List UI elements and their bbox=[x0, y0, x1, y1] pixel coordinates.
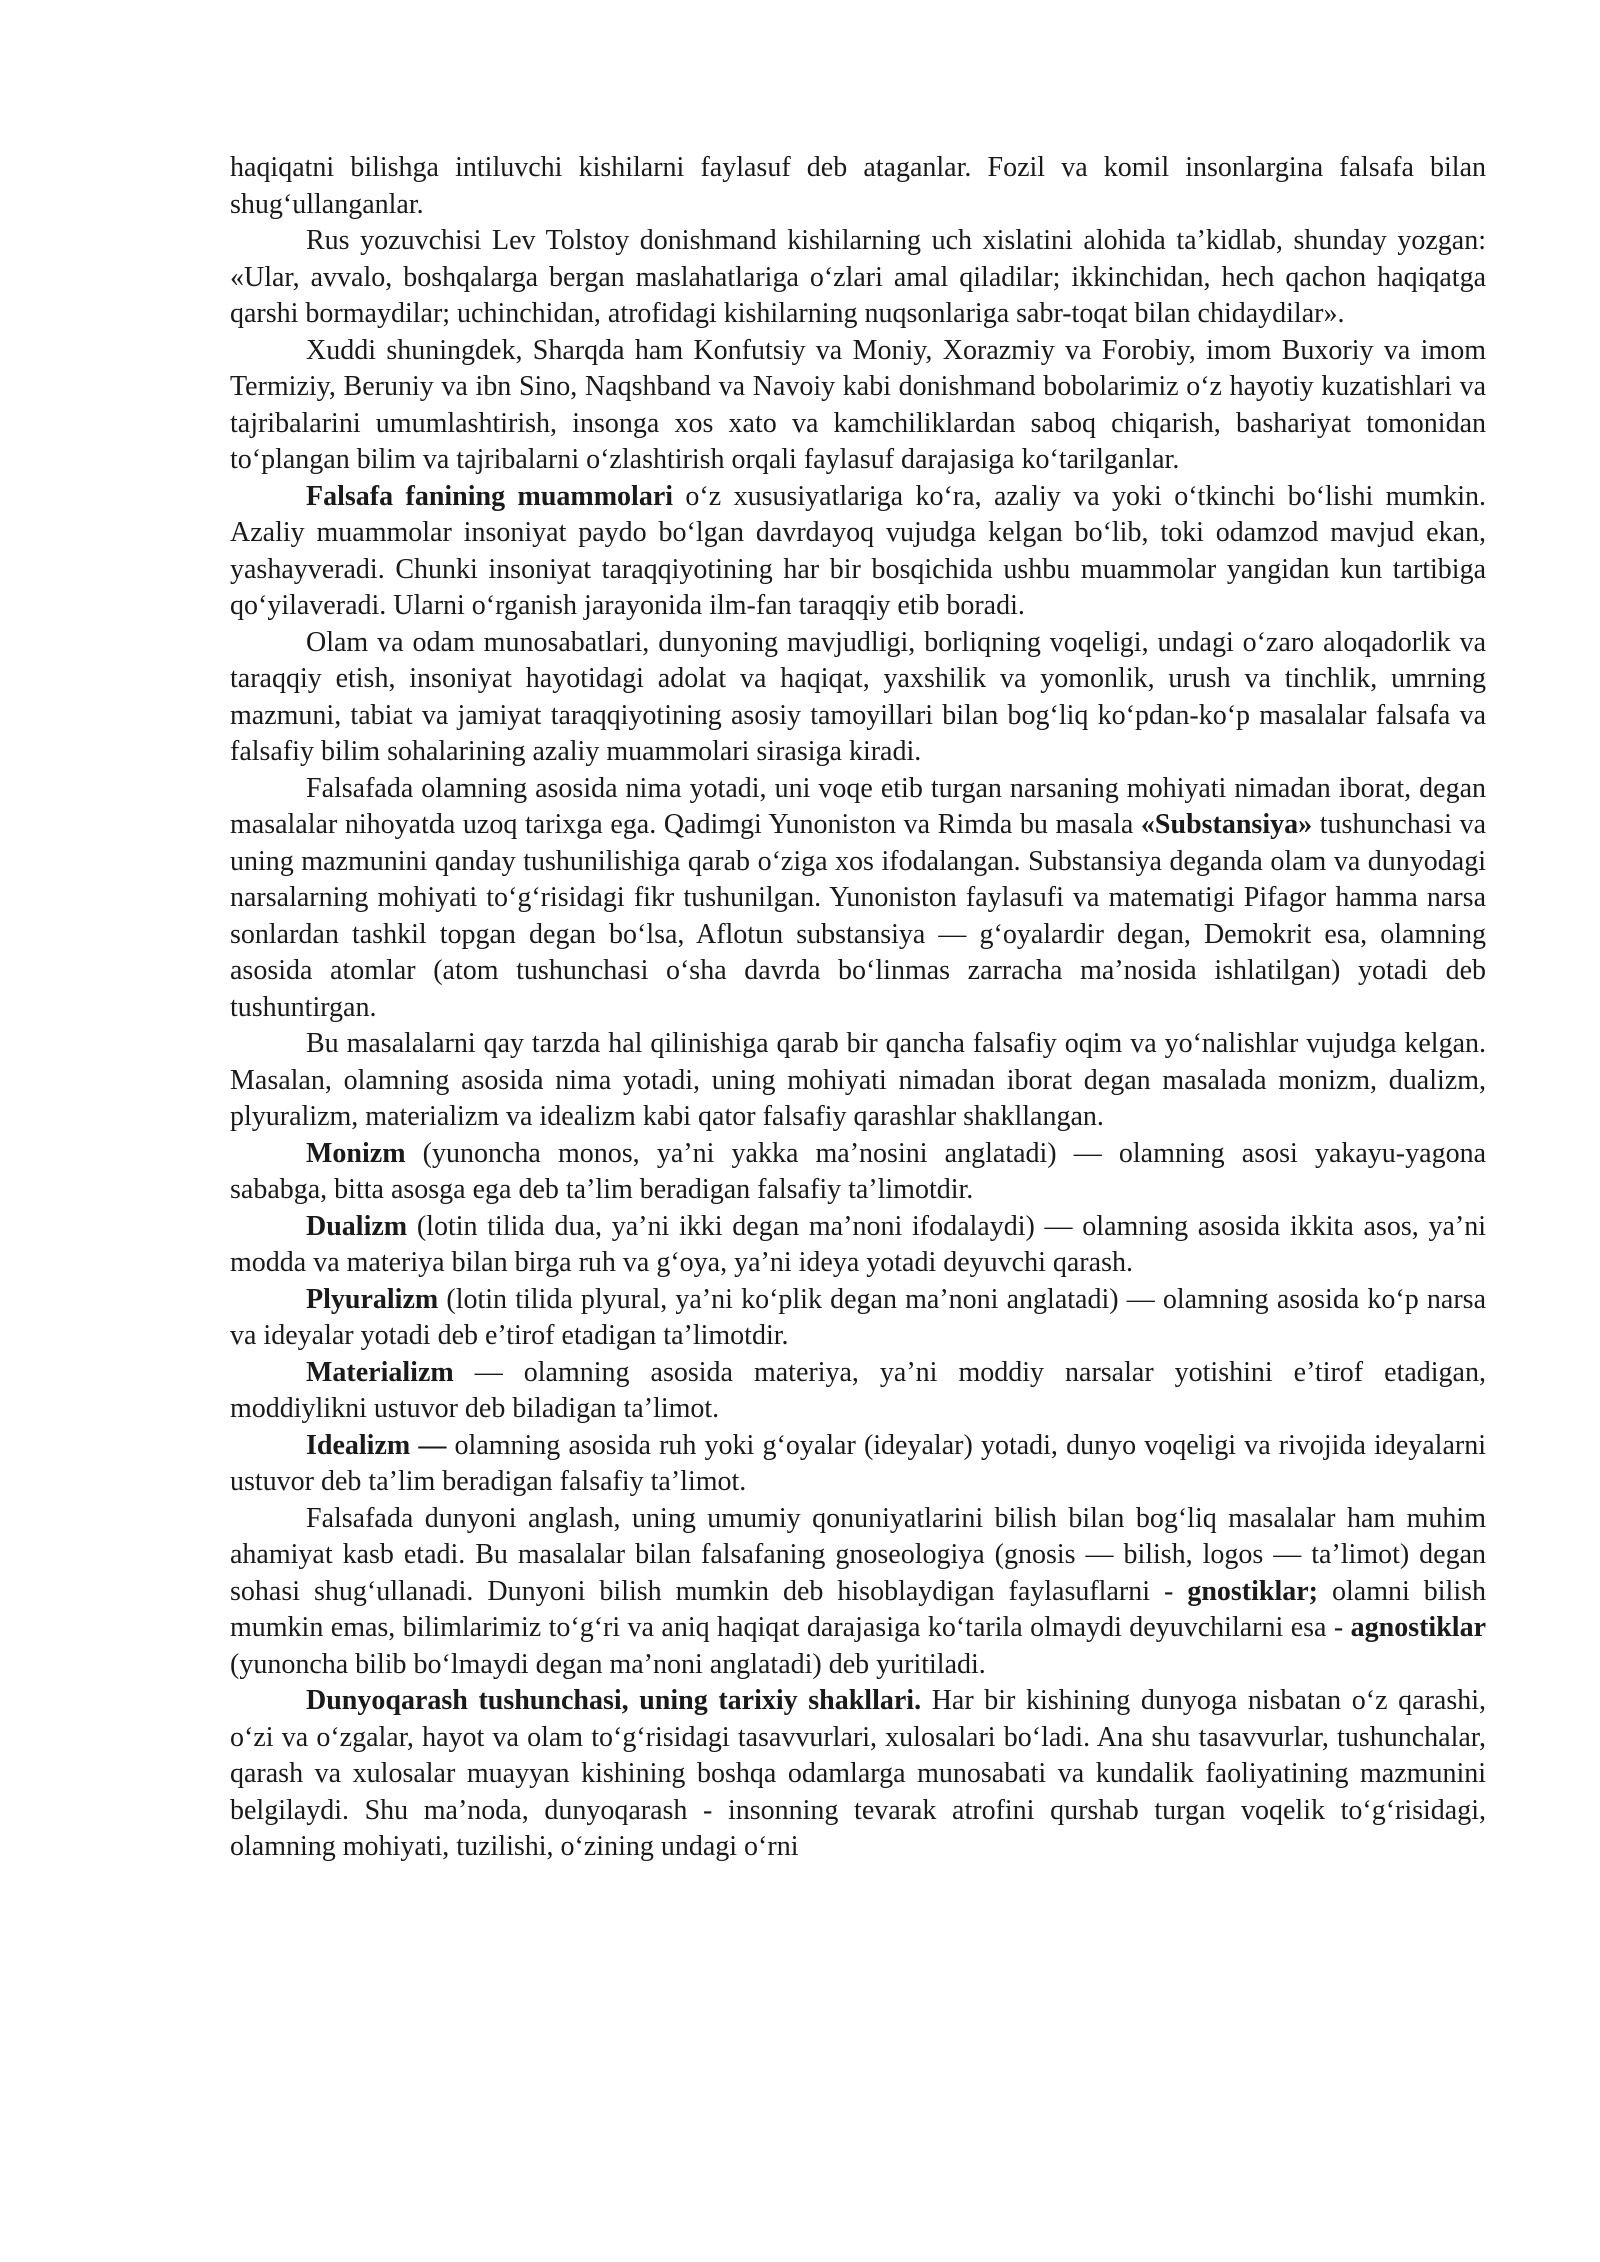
paragraph-worldview bbox=[230, 1683, 1486, 1866]
term-gnostics: gnostiklar; bbox=[1187, 1575, 1318, 1607]
paragraph-gnoseology bbox=[230, 1501, 1486, 1684]
term-philosophy-problems: Falsafa fanining muammolari bbox=[306, 480, 674, 512]
paragraph-eastern-thinkers: Xuddi shuningdek, Sharqda ham Konfutsiy va Moniy, Xorazmiy va Forobiy, imom Buxoriy va imom Termiziy, Beruniy va ibn Sino, Naqshband va Navoiy kabi donishmand bobolarimiz o‘z hayotiy kuzatishlari va tajribalarini umumlashtirish, insonga xos xato va kamchiliklardan saboq chiqarish, bashariyat tomonidan to‘plangan bilim va tajribalarni o‘zlashtirish orqali faylasuf darajasiga ko‘tarilganlar. bbox=[230, 334, 1486, 475]
paragraph-text: (yunoncha monos, ya’ni yakka ma’nosini anglatadi) — olamning asosi yakayu-yagona sababga, bitta asosga ega deb ta’lim beradigan falsafiy ta’limotdir. bbox=[230, 1137, 1486, 1205]
paragraph-substance bbox=[230, 771, 1486, 1027]
paragraph-idealism bbox=[230, 1428, 1486, 1501]
paragraph-tolstoy: Rus yozuvchisi Lev Tolstoy donishmand kishilarning uch xislatini alohida ta’kidlab, shunday yozgan: «Ular, avvalo, boshqalarga bergan maslahatlariga o‘zlari amal qiladilar; ikkinchidan, hech qachon haqiqatga qarshi bormaydilar; uchinchidan, atrofidagi kishilarning nuqsonlariga sabr-toqat bilan chidaydilar». bbox=[230, 225, 1486, 329]
document-page bbox=[230, 150, 1486, 1866]
paragraph-currents: Bu masalalarni qay tarzda hal qilinishiga qarab bir qancha falsafiy oqim va yo‘nalishlar vujudga kelgan. Masalan, olamning asosida nima yotadi, uning mohiyati nimadan iborat degan masalada monizm, dualizm, plyuralizm, materializm va idealizm kabi qator falsafiy qarashlar shakllangan. bbox=[230, 1028, 1486, 1132]
paragraph-text: Falsafada olamning asosida nima yotadi, uni voqe etib turgan narsaning mohiyati nimadan iborat, degan masalalar nihoyatda uzoq tarixga ega. Qadimgi Yunoniston va Rimda bu masala bbox=[230, 772, 1486, 840]
paragraph-monism bbox=[230, 1136, 1486, 1209]
paragraph-text: Falsafada dunyoni anglash, uning umumiy qonuniyatlarini bilish bilan bog‘liq masalalar ham muhim ahamiyat kasb etadi. Bu masalalar bilan falsafaning gnoseologiya (gnosis — bilish, logos — ta’limot) degan sohasi shug‘ullanadi. Dunyoni bilish mumkin deb hisoblaydigan faylasuflarni - bbox=[230, 1502, 1486, 1607]
term-materialism: Materializm bbox=[306, 1356, 454, 1388]
term-substance: «Substansiya» bbox=[1140, 809, 1313, 840]
paragraph-text: Har bir kishining dunyoga nisbatan o‘z qarashi, o‘zi va o‘zgalar, hayot va olam to‘g‘risidagi tasavvurlari, xulosalari bo‘ladi. Ana shu tasavvurlar, tushunchalar, qarash va xulosalar muayyan kishining boshqa odamlarga munosabati va kundalik faoliyatining mazmunini belgilaydi. Shu ma’noda, dunyoqarash - insonning tevarak atrofini qurshab turgan voqelik to‘g‘risidagi, olamning mohiyati, tuzilishi, o‘zining undagi o‘rni bbox=[230, 1685, 1486, 1862]
paragraph-1: haqiqatni bilishga intiluvchi kishilarni faylasuf deb ataganlar. Fozil va komil insonlargina falsafa bilan shug‘ullanganlar. bbox=[230, 152, 1486, 220]
term-agnostics: agnostiklar bbox=[1350, 1612, 1486, 1643]
paragraph-text: (lotin tilida dua, ya’ni ikki degan ma’noni ifodalaydi) — olamning asosida ikkita asos, ya’ni modda va materiya bilan birga ruh va g‘oya, ya’ni ideya yotadi deyuvchi qarash. bbox=[230, 1210, 1486, 1278]
term-worldview: Dunyoqarash tushunchasi, uning tarixiy shakllari. bbox=[306, 1685, 922, 1716]
paragraph-text: (lotin tilida plyural, ya’ni ko‘plik degan ma’noni anglatadi) — olamning asosida ko‘p narsa va ideyalar yotadi deb e’tirof etadigan ta’limotdir. bbox=[230, 1283, 1486, 1351]
paragraph-text: olamni bilish mumkin emas, bilimlarimiz to‘g‘ri va aniq haqiqat darajasiga ko‘tarila olmaydi deyuvchilarni esa - bbox=[230, 1575, 1486, 1643]
paragraph-eternal-problems: Olam va odam munosabatlari, dunyoning mavjudligi, borliqning voqeligi, undagi o‘zaro aloqadorlik va taraqqiy etish, insoniyat hayotidagi adolat va haqiqat, yaxshilik va yomonlik, urush va tinchlik, umrning mazmuni, tabiat va jamiyat taraqqiyotining asosiy tamoyillari bilan bog‘liq ko‘pdan-ko‘p masalalar falsafa va falsafiy bilim sohalarining azaliy muammolari sirasiga kiradi. bbox=[230, 626, 1486, 767]
term-dualism: Dualizm bbox=[306, 1210, 408, 1242]
paragraph-text: — olamning asosida materiya, ya’ni moddiy narsalar yotishini e’tirof etadigan, moddiylikni ustuvor deb biladigan ta’limot. bbox=[230, 1356, 1486, 1424]
paragraph-pluralism bbox=[230, 1282, 1486, 1355]
term-monism: Monizm bbox=[306, 1137, 406, 1169]
paragraph-text: (yunoncha bilib bo‘lmaydi degan ma’noni anglatadi) deb yuritiladi. bbox=[230, 1648, 986, 1680]
paragraph-materialism bbox=[230, 1355, 1486, 1428]
paragraph-text: o‘z xususiyatlariga ko‘ra, azaliy va yoki o‘tkinchi bo‘lishi mumkin. Azaliy muammolar insoniyat paydo bo‘lgan davrdayoq vujudga kelgan bo‘lib, toki odamzod mavjud ekan, yashayveradi. Chunki insoniyat taraqqiyotining har bir bosqichida ushbu muammolar yangidan kun tartibiga qo‘yilaveradi. Ularni o‘rganish jarayonida ilm-fan taraqqiy etib boradi. bbox=[230, 480, 1486, 621]
paragraph-dualism bbox=[230, 1209, 1486, 1282]
paragraph-philosophy-problems bbox=[230, 479, 1486, 625]
term-idealism: Idealizm — bbox=[306, 1429, 447, 1461]
paragraph-text: tushunchasi va uning mazmunini qanday tushunilishiga qarab o‘ziga xos ifodalangan. Substansiya deganda olam va dunyodagi narsalarning mohiyati to‘g‘risidagi fikr tushunilgan. Yunoniston faylasufi va matematigi Pifagor hamma narsa sonlardan tashkil topgan degan bo‘lsa, Aflotun substansiya — g‘oyalardir degan, Demokrit esa, olamning asosida atomlar (atom tushunchasi o‘sha davrda bo‘linmas zarracha ma’nosida ishlatilgan) yotadi deb tushuntirgan. bbox=[230, 809, 1486, 1023]
term-pluralism: Plyuralizm bbox=[306, 1283, 439, 1315]
paragraph-text: olamning asosida ruh yoki g‘oyalar (ideyalar) yotadi, dunyo voqeligi va rivojida ideyalarni ustuvor deb ta’lim beradigan falsafiy ta’limot. bbox=[230, 1429, 1486, 1497]
